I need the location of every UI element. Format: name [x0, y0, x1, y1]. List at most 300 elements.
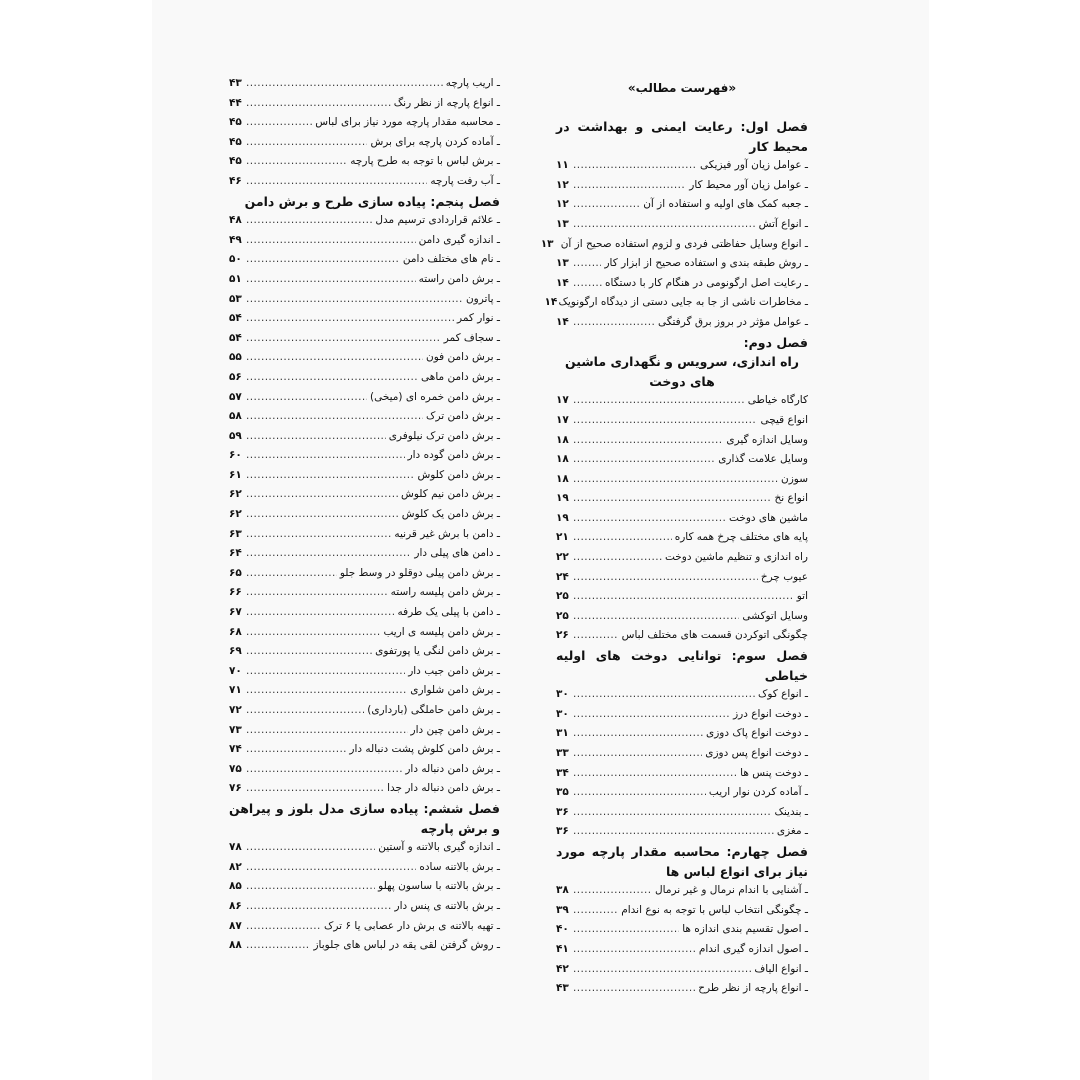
toc-entry-title: انواع نخ: [774, 492, 808, 505]
dot-leader: [573, 979, 695, 999]
toc-entry: [544, 293, 808, 313]
toc-entry-title: ـ اصول اندازه گیری اندام: [698, 942, 808, 955]
toc-entry-page: ۷۶: [229, 782, 242, 795]
toc-entry-title: ـ بندینک: [774, 805, 808, 818]
toc-entry: [556, 901, 808, 921]
toc-entry-title: عیوب چرخ: [760, 570, 808, 583]
dot-leader: [246, 94, 391, 114]
toc-entry-page: ۳۰: [556, 707, 569, 720]
toc-entry-title: ـ رعایت اصل ارگونومی در هنگام کار با دستگاه: [605, 276, 808, 289]
toc-entry-title: ـ نوار کمر: [457, 312, 500, 325]
toc-entry: [229, 309, 500, 329]
toc-entry-page: ۱۳: [556, 257, 569, 270]
toc-entry-title: ـ آشنایی با اندام نرمال و غیر نرمال: [655, 884, 808, 897]
toc-entry-title: ـ برش دامن حاملگی (بارداری): [367, 704, 500, 716]
dot-leader: [573, 274, 602, 294]
toc-entry-title: ـ علائم قراردادی ترسیم مدل: [375, 214, 500, 227]
toc-entry-page: ۱۴: [556, 276, 569, 289]
toc-right-column: [540, 78, 808, 999]
toc-entry-title: انواع قیچی: [760, 413, 808, 426]
toc-entry-title: ـ برش دامن چین دار: [410, 723, 500, 736]
toc-entry-page: ۲۴: [556, 570, 569, 583]
toc-entry-title: ـ برش دامن پیلی دوقلو در وسط جلو: [339, 566, 500, 579]
dot-leader: [246, 427, 386, 447]
toc-entry-page: ۴۲: [556, 962, 569, 975]
toc-entry-title: ـ برش دامن خمره ای (میخی): [369, 390, 500, 403]
toc-entry-page: ۳۴: [556, 766, 569, 779]
chapter-heading: فصل پنجم: پیاده سازی طرح و برش دامن: [244, 193, 500, 209]
toc-entry: [229, 407, 500, 427]
toc-entry-title: ـ برش بالاتنه ساده: [419, 860, 500, 873]
toc-entry-page: ۱۸: [556, 433, 569, 446]
toc-entry-title: وسایل اندازه گیری: [726, 433, 808, 446]
toc-entry: [556, 176, 808, 196]
toc-entry-page: ۴۳: [556, 982, 569, 995]
dot-leader: [573, 176, 686, 196]
toc-entry-page: ۶۵: [229, 566, 242, 579]
dot-leader: [246, 936, 310, 956]
toc-entry-title: کارگاه خیاطی: [747, 394, 808, 407]
toc-entry-title: ـ برش دامن شلواری: [410, 684, 500, 697]
toc-entry-title: راه اندازی و تنظیم ماشین دوخت: [665, 551, 808, 564]
dot-leader: [573, 450, 715, 470]
toc-entry: [229, 485, 500, 505]
toc-entry: [556, 450, 808, 470]
toc-entry-page: ۸۸: [229, 939, 242, 952]
toc-entry-page: ۵۴: [229, 312, 242, 325]
toc-entry: [229, 388, 500, 408]
toc-entry-page: ۵۰: [229, 253, 242, 266]
toc-entry: [229, 172, 500, 192]
dot-leader: [246, 407, 423, 427]
dot-leader: [573, 783, 706, 803]
toc-entry-page: ۸۲: [229, 860, 242, 873]
toc-entry-title: چگونگی اتوکردن قسمت های مختلف لباس: [621, 629, 808, 642]
toc-entry-title: ـ دامن های پیلی دار: [414, 547, 500, 560]
toc-entry: [556, 215, 808, 235]
toc-entry: [556, 489, 808, 509]
toc-entry-page: ۷۸: [229, 841, 242, 854]
toc-entry-page: ۶۷: [229, 606, 242, 619]
toc-entry: [229, 466, 500, 486]
toc-entry-page: ۱۴: [544, 296, 558, 309]
toc-entry-page: ۵۴: [229, 331, 242, 344]
toc-entry-title: ـ پاترون: [465, 292, 500, 305]
toc-entry: [229, 446, 500, 466]
dot-leader: [573, 705, 730, 725]
dot-leader: [246, 877, 375, 897]
toc-list-right: [540, 117, 808, 999]
toc-entry-page: ۵۵: [229, 351, 242, 364]
toc-entry: [556, 685, 808, 705]
dot-leader: [246, 603, 394, 623]
toc-entry-page: ۱۹: [556, 511, 569, 524]
toc-entry: [229, 897, 500, 917]
toc-entry-title: ـ برش دامن ترک نیلوفری: [388, 429, 500, 442]
toc-entry: [229, 74, 500, 94]
toc-entry-title: ـ دوخت پنس ها: [740, 766, 808, 779]
toc-entry-title: ـ محاسبه مقدار پارچه مورد نیاز برای لباس: [315, 116, 500, 129]
toc-entry-title: ـ انواع پارچه از نظر طرح: [698, 982, 808, 995]
dot-leader: [246, 368, 418, 388]
dot-leader: [246, 505, 399, 525]
toc-entry: [556, 724, 808, 744]
dot-leader: [573, 254, 601, 274]
toc-entry: [556, 274, 808, 294]
toc-entry-title: ـ دوخت انواع درز: [733, 707, 808, 720]
toc-entry-page: ۱۱: [556, 159, 569, 172]
toc-entry: [556, 195, 808, 215]
dot-leader: [246, 623, 380, 643]
dot-leader: [573, 489, 772, 509]
dot-leader: [573, 881, 652, 901]
toc-entry-page: ۱۷: [556, 413, 569, 426]
toc-entry-title: ـ انواع پارچه از نظر رنگ: [393, 96, 500, 109]
dot-leader: [573, 724, 703, 744]
toc-entry: [229, 231, 500, 251]
dot-leader: [573, 920, 679, 940]
toc-entry-title: ـ روش طبقه بندی و استفاده صحیح از ابزار کار: [604, 257, 808, 270]
toc-entry-title: ـ برش دامن راسته: [418, 272, 500, 285]
toc-entry: [229, 779, 500, 799]
toc-entry-title: ـ انواع کوک: [757, 688, 808, 701]
toc-entry-title: وسایل اتوکشی: [742, 609, 808, 622]
toc-entry: [229, 211, 500, 231]
toc-entry-page: ۱۲: [556, 198, 569, 211]
toc-entry: [556, 979, 808, 999]
toc-entry-title: ـ اصول تقسیم بندی اندازه ها: [682, 923, 808, 936]
dot-leader: [246, 525, 391, 545]
toc-entry-title: ـ برش دامن گوده دار: [407, 449, 500, 462]
toc-entry-title: ـ عوامل زیان آور فیزیکی: [699, 159, 808, 172]
toc-entry-title: ـ برش بالاتنه ی پنس دار: [394, 899, 500, 912]
toc-entry-page: ۴۱: [556, 942, 569, 955]
dot-leader: [246, 211, 372, 231]
toc-entry: [556, 705, 808, 725]
dot-leader: [573, 607, 739, 627]
toc-entry-title: ـ برش دامن کلوش پشت دنباله دار: [349, 743, 500, 756]
dot-leader: [246, 779, 384, 799]
toc-entry: [556, 822, 808, 842]
dot-leader: [246, 290, 463, 310]
dot-leader: [573, 822, 774, 842]
chapter-heading: فصل سوم: توانایی دوخت های اولیه خیاطی: [556, 648, 808, 683]
toc-entry: [556, 568, 808, 588]
toc-entry: [556, 391, 808, 411]
toc-entry: [229, 329, 500, 349]
toc-list-left: [229, 74, 500, 956]
dot-leader: [573, 195, 640, 215]
toc-entry: [556, 960, 808, 980]
toc-entry-page: ۳۶: [556, 825, 569, 838]
toc-entry-title: ـ دامن با پیلی یک طرفه: [397, 606, 500, 619]
toc-entry: [229, 760, 500, 780]
toc-entry-title: ـ اندازه گیری دامن: [418, 233, 500, 246]
toc-entry-page: ۴۸: [229, 214, 242, 227]
dot-leader: [573, 901, 618, 921]
dot-leader: [573, 685, 755, 705]
dot-leader: [246, 348, 423, 368]
page-title: «فهرست مطالب»: [627, 81, 737, 95]
dot-leader: [246, 466, 414, 486]
toc-entry-title: ـ انواع وسایل حفاظتی فردی و لزوم استفاده صحیح از آن: [560, 237, 808, 250]
toc-entry-title: ـ نام های مختلف دامن: [402, 253, 500, 266]
toc-entry-title: ـ مغزی: [776, 825, 808, 838]
toc-entry-title: ـ برش لباس با توجه به طرح پارچه: [350, 155, 500, 168]
toc-entry: [229, 564, 500, 584]
toc-entry-title: ـ عوامل زیان آور محیط کار: [689, 178, 808, 191]
chapter-heading: فصل اول: رعایت ایمنی و بهداشت در محیط کار: [556, 119, 808, 154]
toc-entry-title: ـ جعبه کمک های اولیه و استفاده از آن: [643, 198, 808, 211]
toc-entry-title: ـ برش دامن دنباله دار: [405, 762, 500, 775]
toc-entry: [556, 607, 808, 627]
toc-entry: [229, 623, 500, 643]
toc-entry: [229, 133, 500, 153]
toc-entry: [229, 152, 500, 172]
toc-entry: [556, 431, 808, 451]
toc-entry-page: ۴۵: [229, 135, 242, 148]
toc-entry: [229, 368, 500, 388]
toc-entry-page: ۶۱: [229, 468, 242, 481]
toc-entry: [229, 603, 500, 623]
toc-entry-title: ـ انواع آتش: [758, 217, 808, 230]
toc-entry: [229, 740, 500, 760]
toc-entry-page: ۲۲: [556, 551, 569, 564]
toc-entry-page: ۳۱: [556, 727, 569, 740]
toc-entry-title: ـ برش دامن پلیسه ی اریب: [383, 625, 500, 638]
toc-entry-page: ۳۸: [556, 884, 569, 897]
toc-entry-page: ۲۵: [556, 609, 569, 622]
toc-entry: [229, 505, 500, 525]
toc-entry-page: ۴۶: [229, 174, 242, 187]
toc-entry-page: ۷۳: [229, 723, 242, 736]
toc-entry-title: ـ برش دامن جیب دار: [408, 664, 500, 677]
toc-entry: [556, 548, 808, 568]
dot-leader: [246, 583, 388, 603]
toc-entry: [229, 838, 500, 858]
toc-entry-title: اتو: [796, 590, 808, 603]
toc-entry-page: ۴۵: [229, 155, 242, 168]
toc-entry-page: ۶۸: [229, 625, 242, 638]
toc-entry: [556, 587, 808, 607]
toc-entry-page: ۶۲: [229, 488, 242, 501]
toc-entry-page: ۱۳: [540, 237, 554, 250]
toc-entry-title: وسایل علامت گذاری: [718, 453, 808, 466]
toc-entry-page: ۶۶: [229, 586, 242, 599]
toc-entry-title: ماشین های دوخت: [729, 511, 808, 524]
toc-entry-page: ۴۳: [229, 77, 242, 89]
toc-entry-page: ۸۵: [229, 880, 242, 893]
dot-leader: [246, 329, 441, 349]
toc-entry-title: ـ برش دامن ترک: [426, 410, 500, 423]
toc-entry-title: ـ اندازه گیری بالاتنه و آستین: [378, 841, 500, 854]
dot-leader: [246, 897, 392, 917]
toc-entry-title: ـ دوخت انواع پاک دوزی: [706, 727, 808, 740]
dot-leader: [246, 250, 400, 270]
dot-leader: [246, 388, 367, 408]
toc-entry-page: ۷۲: [229, 704, 242, 716]
toc-entry-title: ـ آب رفت پارچه: [430, 174, 500, 187]
dot-leader: [246, 701, 364, 721]
toc-entry-page: ۳۰: [556, 688, 569, 701]
toc-entry: [556, 881, 808, 901]
dot-leader: [246, 662, 405, 682]
dot-leader: [246, 838, 375, 858]
toc-entry-title: ـ برش دامن فون: [426, 351, 500, 364]
dot-leader: [573, 568, 758, 588]
dot-leader: [246, 544, 411, 564]
dot-leader: [573, 431, 723, 451]
toc-entry-title: ـ برش دامن نیم کلوش: [401, 488, 500, 501]
toc-entry-page: ۶۲: [229, 508, 242, 521]
toc-entry: [556, 254, 808, 274]
toc-entry-page: ۲۱: [556, 531, 569, 544]
toc-entry: [229, 290, 500, 310]
dot-leader: [573, 215, 756, 235]
toc-entry-page: ۱۹: [556, 492, 569, 505]
toc-entry: [556, 509, 808, 529]
toc-entry-page: ۸۶: [229, 899, 242, 912]
dot-leader: [246, 74, 443, 94]
toc-entry-page: ۴۵: [229, 116, 242, 129]
toc-entry-title: ـ انواع الیاف: [754, 962, 808, 975]
dot-leader: [246, 760, 402, 780]
toc-entry: [229, 701, 500, 721]
toc-entry-title: ـ دامن با برش غیر قرنیه: [394, 527, 500, 540]
toc-entry: [229, 858, 500, 878]
dot-leader: [573, 744, 702, 764]
dot-leader: [573, 940, 696, 960]
dot-leader: [246, 858, 416, 878]
dot-leader: [573, 587, 794, 607]
toc-entry-title: ـ عوامل مؤثر در بروز برق گرفتگی: [657, 315, 808, 328]
dot-leader: [246, 485, 398, 505]
toc-entry-page: ۶۰: [229, 449, 242, 462]
dot-leader: [246, 113, 312, 133]
dot-leader: [246, 133, 367, 153]
toc-entry-page: ۵۹: [229, 429, 242, 442]
toc-entry-page: ۱۷: [556, 394, 569, 407]
toc-entry-page: ۷۱: [229, 684, 242, 697]
dot-leader: [246, 681, 407, 701]
dot-leader: [246, 309, 454, 329]
toc-entry-page: ۷۰: [229, 664, 242, 677]
toc-entry-page: ۳۹: [556, 903, 569, 916]
chapter-heading: فصل چهارم: محاسبه مقدار پارچه مورد نیاز برای انواع لباس ها: [556, 843, 808, 879]
toc-entry: [556, 626, 808, 646]
toc-entry: [229, 936, 500, 956]
toc-entry: [556, 528, 808, 548]
toc-entry-page: ۳۶: [556, 805, 569, 818]
toc-entry: [229, 662, 500, 682]
dot-leader: [573, 528, 672, 548]
toc-entry-page: ۲۶: [556, 629, 569, 642]
toc-entry-page: ۶۴: [229, 547, 242, 560]
toc-entry: [229, 544, 500, 564]
toc-entry: [229, 270, 500, 290]
dot-leader: [246, 152, 347, 172]
dot-leader: [573, 764, 737, 784]
dot-leader: [246, 270, 416, 290]
toc-entry: [229, 642, 500, 662]
dot-leader: [573, 626, 619, 646]
dot-leader: [246, 231, 416, 251]
toc-entry: [556, 156, 808, 176]
toc-entry-page: ۳۳: [556, 747, 569, 759]
toc-entry: [229, 583, 500, 603]
toc-entry: [556, 940, 808, 960]
toc-entry: [556, 803, 808, 823]
toc-entry-title: پایه های مختلف چرخ همه کاره: [674, 531, 808, 544]
toc-entry: [556, 920, 808, 940]
toc-entry-page: ۴۰: [556, 923, 569, 936]
dot-leader: [246, 564, 337, 584]
dot-leader: [573, 960, 751, 980]
toc-entry: [540, 235, 808, 255]
toc-entry: [556, 411, 808, 431]
toc-entry-page: ۲۵: [556, 590, 569, 603]
dot-leader: [573, 470, 778, 490]
toc-entry-page: ۵۸: [229, 410, 242, 423]
toc-entry-page: ۵۶: [229, 370, 242, 383]
dot-leader: [573, 411, 757, 431]
toc-entry-page: ۷۵: [229, 762, 242, 775]
toc-entry-page: ۳۵: [556, 786, 569, 799]
chapter-heading: راه اندازی، سرویس و نگهداری ماشین های دوخت: [565, 354, 799, 389]
toc-entry-title: ـ برش دامن یک کلوش: [401, 508, 500, 521]
toc-entry-title: ـ برش دامن دنباله دار جدا: [387, 782, 500, 795]
dot-leader: [573, 803, 771, 823]
toc-entry-title: ـ مخاطرات ناشی از جا به جایی دستی از دیدگاه ارگونویک: [558, 296, 808, 309]
toc-entry: [556, 783, 808, 803]
toc-entry-title: ـ تهیه بالاتنه ی برش دار عصابی یا ۶ ترک: [323, 919, 500, 932]
toc-entry-title: ـ برش بالاتنه با ساسون پهلو: [378, 880, 500, 893]
toc-entry-title: سوزن: [780, 472, 808, 485]
chapter-heading: فصل ششم: پیاده سازی مدل بلوز و پیراهن و برش پارچه: [229, 800, 500, 836]
dot-leader: [573, 548, 662, 568]
toc-entry: [229, 348, 500, 368]
toc-entry-page: ۷۴: [229, 743, 242, 756]
toc-entry: [229, 113, 500, 133]
chapter-heading: فصل دوم:: [743, 334, 808, 350]
dot-leader: [246, 446, 405, 466]
toc-entry-title: ـ برش دامن لنگی یا پورتفوی: [375, 645, 500, 658]
dot-leader: [246, 740, 346, 760]
toc-entry-title: ـ چگونگی انتخاب لباس با توجه به نوع اندام: [621, 903, 808, 916]
toc-entry: [229, 427, 500, 447]
toc-entry-title: ـ برش دامن پلیسه راسته: [390, 586, 500, 599]
toc-entry-page: ۱۳: [556, 217, 569, 230]
toc-entry-title: ـ آماده کردن پارچه برای برش: [370, 135, 500, 148]
toc-entry-title: ـ اریب پارچه: [445, 77, 500, 89]
toc-entry-title: ـ سجاف کمر: [443, 331, 500, 344]
toc-entry-page: ۵۱: [229, 272, 242, 285]
toc-entry-page: ۱۸: [556, 472, 569, 485]
toc-entry-page: ۱۸: [556, 453, 569, 466]
dot-leader: [246, 172, 427, 192]
toc-entry-page: ۸۷: [229, 919, 242, 932]
toc-entry-title: ـ روش گرفتن لقی یقه در لباس های جلوباز: [313, 939, 500, 952]
toc-entry-page: ۱۲: [556, 178, 569, 191]
dot-leader: [246, 917, 321, 937]
toc-entry-title: ـ دوخت انواع پس دوزی: [705, 747, 808, 759]
toc-entry-page: ۵۳: [229, 292, 242, 305]
dot-leader: [246, 642, 372, 662]
toc-entry: [229, 250, 500, 270]
toc-entry: [229, 917, 500, 937]
dot-leader: [573, 509, 726, 529]
dot-leader: [573, 391, 745, 411]
